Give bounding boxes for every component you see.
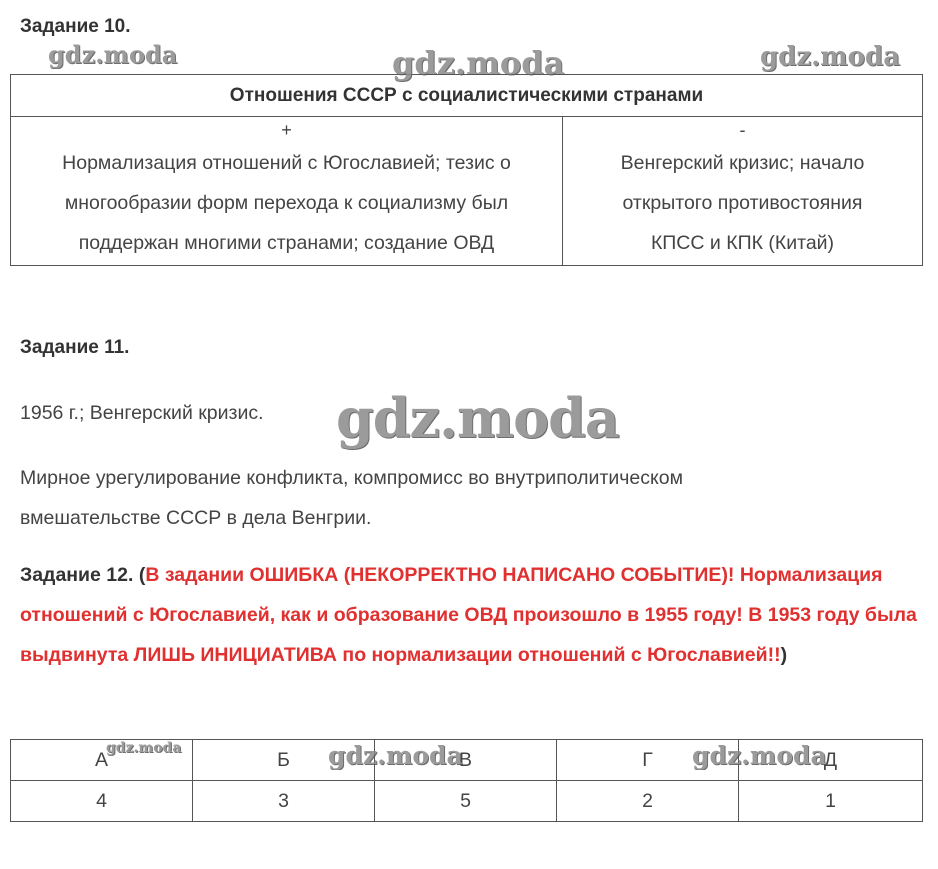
task12-heading: Задание 12.: [20, 564, 134, 586]
watermark-logo: gdz.moda: [760, 42, 901, 72]
task11-heading: Задание 11.: [20, 337, 130, 358]
plus-column: [11, 117, 563, 266]
letter-cell: В: [375, 740, 557, 781]
plus-sign: +: [281, 120, 292, 140]
answer-cell: 3: [193, 781, 375, 822]
answer-cell: 5: [375, 781, 557, 822]
paren-close: ): [780, 644, 788, 666]
task12-error-note: В задании ОШИБКА (НЕКОРРЕКТНО НАПИСАНО СОБЫТИЕ)! Нормализация отношений с Югославией, как и образование ОВД произошло в 1955 году! В 1953 году была выдвинута ЛИШЬ ИНИЦИАТИВА по нормализации отношений с Югославией!!: [20, 564, 917, 666]
plus-text: Нормализация отношений с Югославией; тезис о многообразии форм перехода к социализму был поддержан многими странами; создание ОВД: [62, 152, 511, 254]
letter-cell: Б: [193, 740, 375, 781]
task11-explanation: Мирное урегулирование конфликта, компромисс во внутриполитическом вмешательстве СССР в дела Венгрии.: [20, 467, 684, 529]
task10-heading: Задание 10.: [20, 16, 131, 37]
minus-column: [563, 117, 923, 266]
minus-text: Венгерский кризис; начало открытого противостояния КПСС и КПК (Китай): [620, 152, 865, 254]
answer-table-value-row: [11, 781, 923, 822]
paren-open: (: [138, 564, 146, 586]
letter-cell: А: [11, 740, 193, 781]
relations-table-title: Отношения СССР с социалистическими странами: [11, 75, 923, 117]
relations-table: [10, 74, 923, 266]
watermark-logo: gdz.moda: [48, 40, 178, 69]
letter-cell: Г: [557, 740, 739, 781]
task11-answer-line: 1956 г.; Венгерский кризис.: [20, 402, 264, 424]
task12-block: [20, 555, 920, 675]
answer-cell: 4: [11, 781, 193, 822]
watermark-logo: gdz.moda: [336, 386, 619, 450]
watermark-logo: gdz.moda: [328, 741, 463, 770]
watermark-logo: gdz.moda: [392, 44, 565, 82]
watermark-logo: gdz.moda: [106, 740, 182, 756]
letter-cell: Д: [739, 740, 923, 781]
minus-sign: -: [739, 120, 746, 140]
answer-cell: 1: [739, 781, 923, 822]
answer-cell: 2: [557, 781, 739, 822]
watermark-logo: gdz.moda: [692, 741, 827, 770]
